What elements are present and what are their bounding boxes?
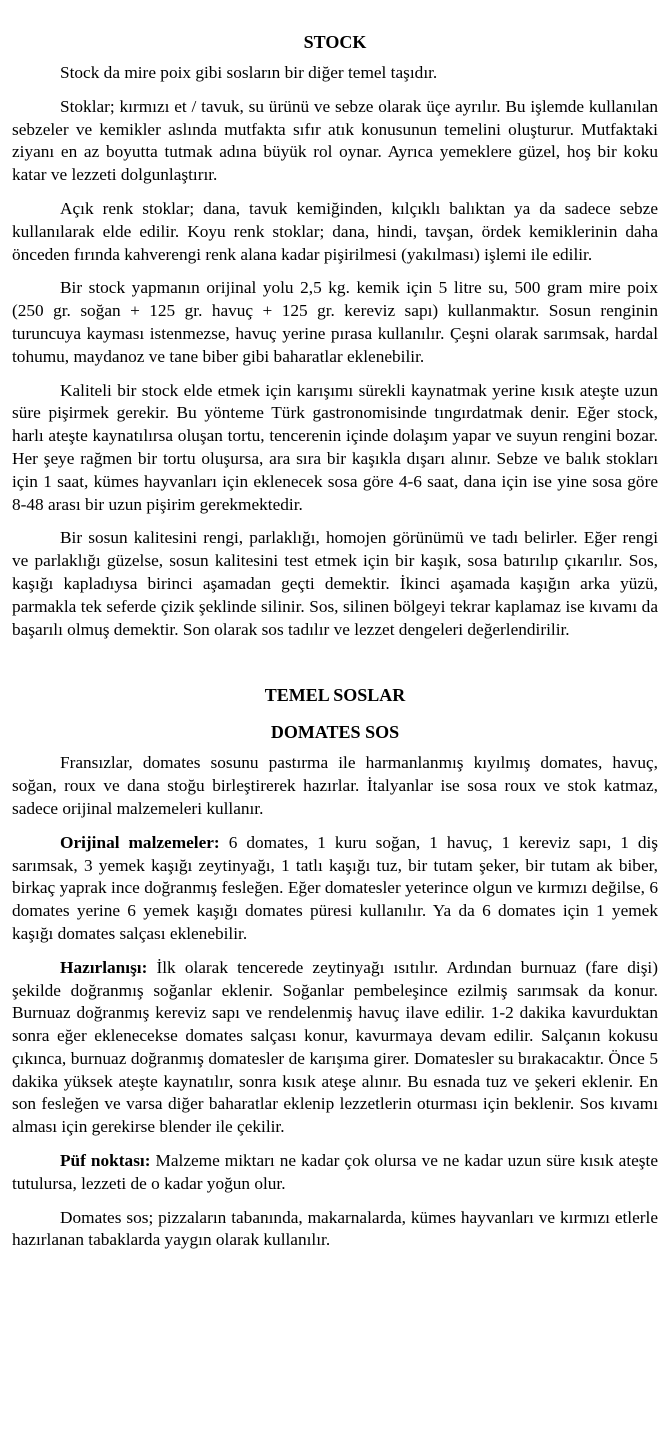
stock-paragraph-3: Açık renk stoklar; dana, tavuk kemiğinden, kılçıklı balıktan ya da sadece sebze kullanılarak elde edilir. Koyu renk stoklar; dana, hindi, tavşan, ördek kemiklerinin daha önceden fırında kahverengi renk alana kadar pişirilmesi (yakılması) işlemi ile edilir. — [12, 198, 658, 264]
stock-paragraph-6: Bir sosun kalitesini rengi, parlaklığı, homojen görünümü ve tadı belirler. Eğer rengi ve parlaklığı güzelse, sosun kalitesini test etmek için bir kaşık, sosa batırılıp çıkarılır. Sos, kaşığı kapladıysa birinci aşamadan geçti demektir. İkinci aşamada kaşığın arka yüzü, parmakla tek seferde çizik şeklinde silinir. Sos, silinen bölgeyi tekrar kaplamaz ise kıvamı da başarılı olmuş demektir. Son olarak sos tadılır ve lezzet dengeleri değerlendirilir. — [12, 528, 658, 639]
stock-paragraph-4: Bir stock yapmanın orijinal yolu 2,5 kg. kemik için 5 litre su, 500 gram mire poix (250 gr. soğan + 125 gr. havuç + 125 gr. kereviz sapı) kullanmaktır. Sosun renginin turuncuya kayması istenmezse, havuç yerine pırasa kullanılır. Çeşni olarak sarımsak, hardal tohumu, maydanoz ve tane biber gibi baharatlar eklenebilir. — [12, 278, 658, 366]
ingredients-label: Orijinal malzemeler: — [60, 832, 220, 852]
domates-intro-paragraph: Fransızlar, domates sosunu pastırma ile harmanlanmış kıyılmış domates, havuç, soğan, roux ve dana stoğu birleştirerek hazırlar. İtalyanlar ise sosa roux ve stok katmaz, sadece orijinal malzemeleri kullanır. — [12, 753, 658, 818]
tip-paragraph — [12, 1150, 658, 1196]
stock-heading: STOCK — [303, 32, 367, 52]
closing-paragraph: Domates sos; pizzaların tabanında, makarnalarda, kümes hayvanları ve kırmızı etlerle hazırlanan tabaklarda yaygın olarak kullanılır. — [12, 1207, 658, 1250]
temel-soslar-heading: TEMEL SOSLAR — [264, 685, 406, 706]
ingredients-paragraph — [12, 832, 658, 946]
tip-label: Püf noktası: — [60, 1151, 151, 1171]
stock-paragraph-1: Stock da mire poix gibi sosların bir diğer temel taşıdır. — [60, 63, 438, 82]
document-page — [12, 30, 658, 1263]
ingredients-text: 6 domates, 1 kuru soğan, 1 havuç, 1 kereviz sapı, 1 diş sarımsak, 3 yemek kaşığı zeytinyağı, 1 tatlı kaşığı tuz, bir tutam şeker, bir tutam ak biber, birkaç yaprak ince doğranmış fesleğen. Eğer domatesler yeterince olgun ve kırmızı değilse, 6 domates yerine 6 yemek kaşığı domates püresi kullanılır. Ya da 6 domates için 1 yemek kaşığı domates salçası eklenebilir. — [12, 832, 659, 943]
preparation-label: Hazırlanışı: — [60, 957, 148, 977]
preparation-text: İlk olarak tencerede zeytinyağı ısıtılır. Ardından burnuaz (fare dişi) şekilde doğranmış soğanlar eklenir. Soğanlar pembeleşince ezilmiş sarımsak da konur. Burnuaz doğranmış kereviz sapı ve rendelenmiş havuç ilave edilir. 1-2 dakika kavurduktan sonra eğer eklenecekse domates salçası konur, kavurmaya devam edilir. Salçanın kokusu çıkınca, burnuaz doğranmış domatesler de karışıma girer. Domatesler su bırakacaktır. Önce 5 dakika yüksek ateşte kaynatılır, sonra kısık ateşe alınır. Bu esnada tuz ve şekeri eklenir. En son fesleğen ve varsa diğer baharatlar eklenip lezzetlerin oturması için beklenir. Sos kıvamı alması için gerekirse blender ile çekilir. — [12, 957, 658, 1137]
preparation-paragraph — [12, 957, 658, 1139]
tip-text: Malzeme miktarı ne kadar çok olursa ve ne kadar uzun süre kısık ateşte tutulursa, lezzeti de o kadar yoğun olur. — [12, 1151, 658, 1193]
domates-sos-heading: DOMATES SOS — [270, 722, 400, 743]
stock-paragraph-5: Kaliteli bir stock elde etmek için karışımı sürekli kaynatmak yerine kısık ateşte uzun süre pişirmek gerekir. Bu yönteme Türk gastronomisinde tıngırdatmak denir. Eğer stock, harlı ateşte kaynatılırsa oluşan tortu, tencerenin içinde dolaşım yapar ve suyun rengini bozar. Her şeye rağmen bir tortu oluşursa, ara sıra bir kaşıkla dışarı alınır. Sebze ve balık stokları için 1 saat, kümes hayvanları için eklenecek sosa göre 4-6 saat, dana için ise yine sosa göre 8-48 arası bir uzun pişirim gerekmektedir. — [12, 380, 658, 514]
stock-paragraph-2: Stoklar; kırmızı et / tavuk, su ürünü ve sebze olarak üçe ayrılır. Bu işlemde kullanılan sebzeler ve kemikler aslında mutfakta sıfır atık konusunun temelini oluşturur. Mutfaktaki ziyanı en az boyutta tutmak adına büyük rol oynar. Ayrıca yemeklere güzel, hoş bir koku katar ve lezzeti dolgunlaştırır. — [12, 96, 658, 185]
